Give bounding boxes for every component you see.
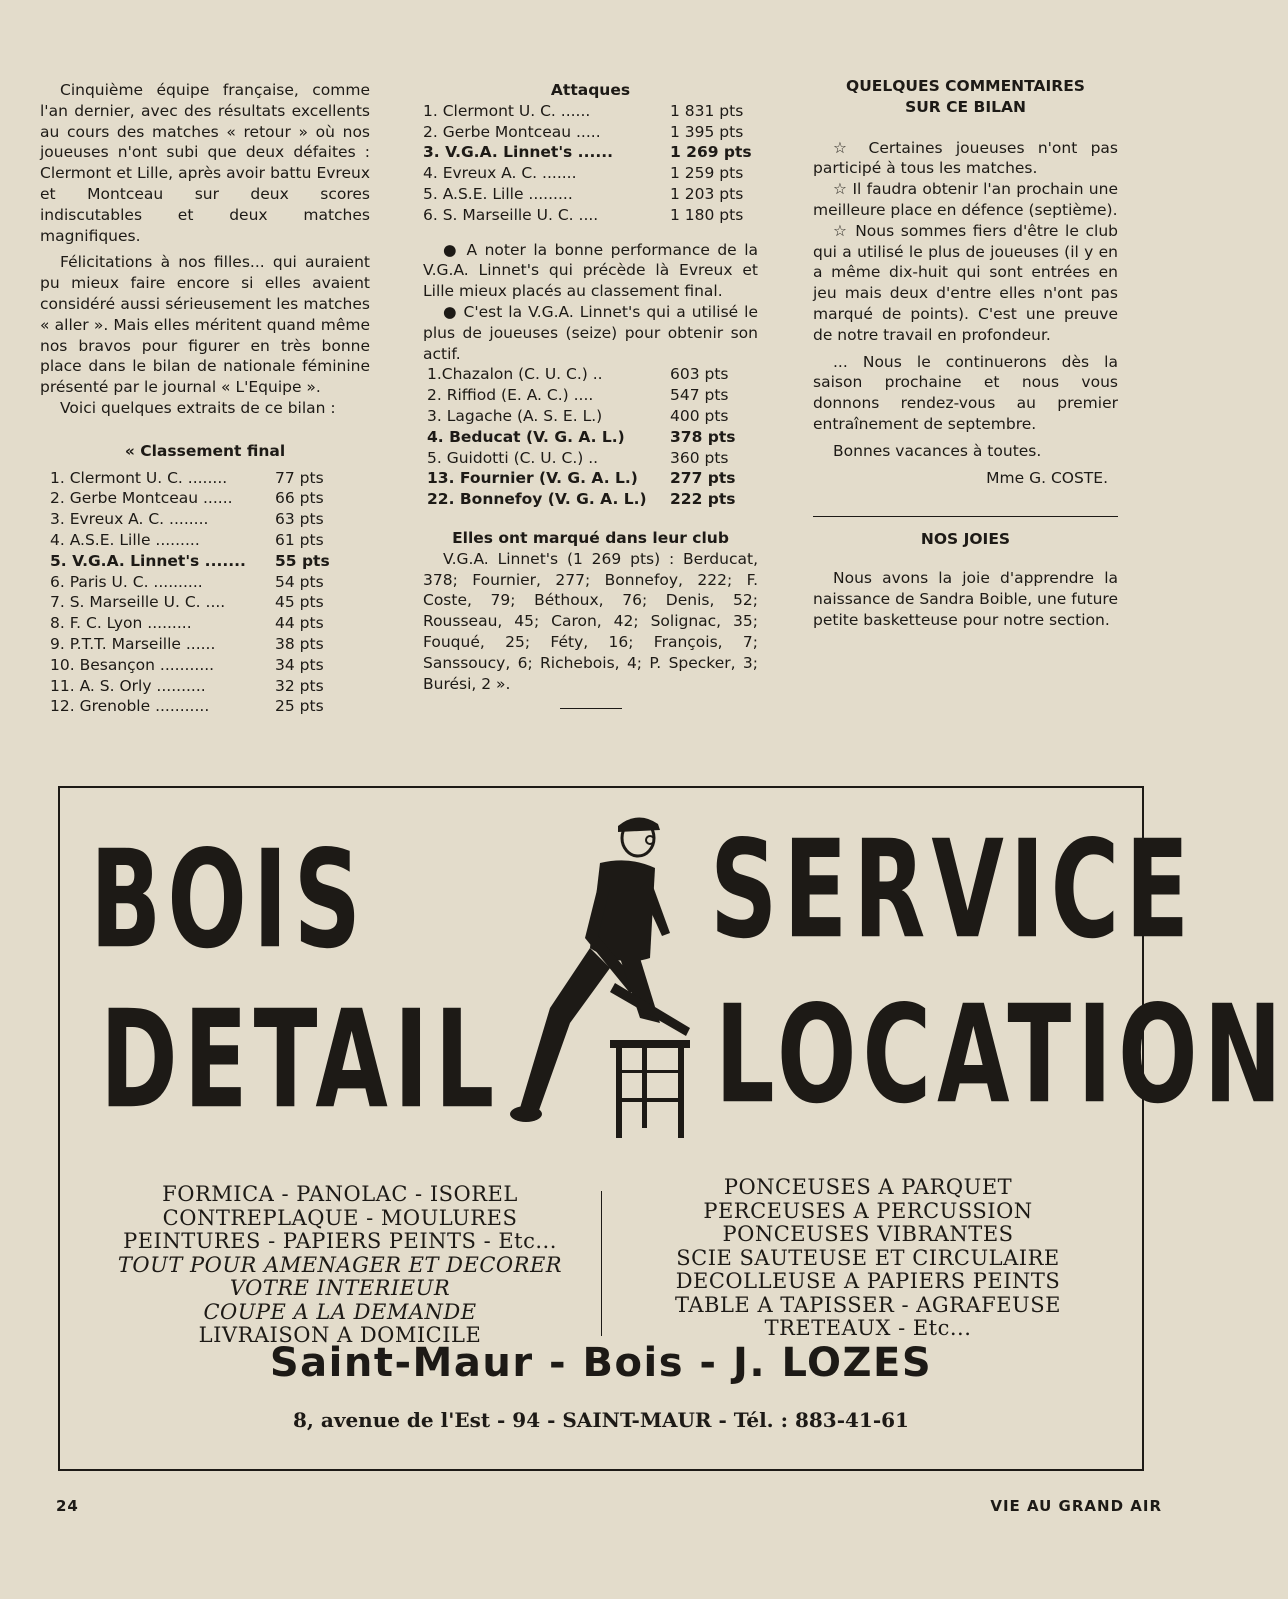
attaques-row [423, 122, 758, 143]
ad-product-line: LIVRAISON A DOMICILE [198, 1323, 482, 1347]
ad-product-line: PEINTURES - PAPIERS PEINTS - Etc... [123, 1229, 557, 1253]
comment-1: ☆ Certaines joueuses n'ont pas participé à tous les matches. [813, 138, 1118, 178]
classement-name: 5. V.G.A. Linnet's ....... [50, 551, 246, 570]
ad-rental-list [608, 1176, 1128, 1341]
classement-row [50, 676, 370, 697]
attaques-row [423, 142, 758, 163]
classement-row [50, 551, 370, 572]
carpenter-illustration [490, 808, 710, 1148]
congrats-paragraph: Félicitations à nos filles... qui auraient pu mieux faire encore si elles avaient considéré aussi sérieusement les matches « aller ». Mais elles méritent quand même nos bravos pour figurer en très bonne place dans le bilan de nationale féminine présenté par le journal « L'Equipe ». [40, 253, 370, 397]
note-joueuses: ● C'est la V.G.A. Linnet's qui a utilisé le plus de joueuses (seize) pour obtenir son actif. [423, 302, 758, 363]
ad-rental-line: PERCEUSES A PERCUSSION [703, 1198, 1033, 1223]
attaques-points: 1 831 pts [670, 101, 744, 120]
classement-row [50, 634, 370, 655]
joies-title: NOS JOIES [920, 530, 1011, 549]
commentaires-title-line2: SUR CE BILAN [905, 97, 1026, 116]
classement-name: 4. A.S.E. Lille ......... [50, 530, 200, 549]
classement-name: 10. Besançon ........... [50, 655, 215, 674]
joueuse-row [427, 364, 758, 385]
classement-points: 54 pts [275, 572, 324, 591]
ad-product-line: TOUT POUR AMENAGER ET DECORER [117, 1252, 563, 1277]
comment-5: Bonnes vacances à toutes. [833, 441, 1042, 460]
joueuse-row [427, 448, 758, 469]
classement-row [50, 530, 370, 551]
ad-product-line: FORMICA - PANOLAC - ISOREL [162, 1182, 518, 1206]
elles-title: Elles ont marqué dans leur club [452, 528, 729, 547]
joueuse-points: 547 pts [670, 386, 729, 405]
classement-row [50, 509, 370, 530]
signature: Mme G. COSTE. [986, 468, 1108, 487]
classement-row [50, 488, 370, 509]
joueuse-row [427, 489, 758, 510]
joueuses-table [423, 364, 758, 510]
attaques-row [423, 205, 758, 226]
classement-row [50, 655, 370, 676]
joueuse-points: 360 pts [670, 448, 729, 467]
ad-rental-line: PONCEUSES A PARQUET [723, 1175, 1013, 1199]
joueuse-name: 1.Chazalon (C. U. C.) .. [427, 365, 603, 384]
ad-products-list [80, 1183, 600, 1348]
attaques-table [423, 101, 758, 226]
classement-name: 12. Grenoble ........... [50, 697, 210, 716]
joueuse-name: 22. Bonnefoy (V. G. A. L.) [427, 490, 647, 509]
attaques-points: 1 395 pts [670, 122, 744, 141]
ad-rental-line: TABLE A TAPISSER - AGRAFEUSE [675, 1292, 1061, 1317]
magazine-name: VIE AU GRAND AIR [990, 1497, 1162, 1515]
commentaires-title [813, 76, 1118, 118]
separator-short [560, 708, 622, 709]
column-middle [423, 80, 758, 709]
attaques-points: 1 259 pts [670, 164, 744, 183]
joueuse-points: 378 pts [670, 427, 736, 446]
ad-word-location: LOCATION [715, 975, 1288, 1134]
joueuse-points: 603 pts [670, 365, 729, 384]
ad-product-line: CONTREPLAQUE - MOULURES [162, 1205, 518, 1230]
ad-rental-line: DECOLLEUSE A PAPIERS PEINTS [675, 1269, 1061, 1293]
joies-text: Nous avons la joie d'apprendre la naissance de Sandra Boible, une future petite basketteuse pour notre section. [813, 569, 1119, 629]
classement-points: 32 pts [275, 676, 324, 695]
classement-row [50, 468, 370, 489]
extracts-intro: Voici quelques extraits de ce bilan : [60, 398, 336, 417]
column-left [40, 80, 370, 717]
classement-name: 1. Clermont U. C. ........ [50, 468, 228, 487]
column-right [813, 76, 1118, 631]
attaques-name: 5. A.S.E. Lille ......... [423, 184, 573, 203]
page-number: 24 [56, 1497, 79, 1515]
classement-name: 9. P.T.T. Marseille ...... [50, 634, 216, 653]
classement-points: 45 pts [275, 593, 324, 612]
attaques-name: 2. Gerbe Montceau ..... [423, 122, 601, 141]
classement-points: 66 pts [275, 489, 324, 508]
classement-name: 6. Paris U. C. .......... [50, 572, 203, 591]
joueuse-points: 277 pts [670, 469, 736, 488]
attaques-points: 1 269 pts [670, 143, 752, 162]
attaques-points: 1 180 pts [670, 205, 744, 224]
classement-table [40, 468, 370, 718]
joueuse-name: 13. Fournier (V. G. A. L.) [427, 469, 638, 488]
ad-rental-line: TRETEAUX - Etc... [764, 1316, 972, 1340]
ad-word-bois: BOIS [90, 820, 367, 979]
ad-rental-line: SCIE SAUTEUSE ET CIRCULAIRE [676, 1245, 1060, 1270]
comment-3: ☆ Nous sommes fiers d'être le club qui a utilisé le plus de joueuses (il y en a même dix-huit qui sont entrées en jeu mais deux d'entre elles n'ont pas marqué de points). C'est une preuve de notre travail en profondeur. [813, 221, 1118, 344]
joueuse-points: 400 pts [670, 406, 729, 425]
classement-points: 44 pts [275, 614, 324, 633]
note-performance: ● A noter la bonne performance de la V.G.A. Linnet's qui précède là Evreux et Lille mieux placés au classement final. [423, 240, 758, 301]
classement-points: 63 pts [275, 510, 324, 529]
joueuse-row [427, 385, 758, 406]
classement-name: 2. Gerbe Montceau ...... [50, 489, 233, 508]
ad-address: 8, avenue de l'Est - 94 - SAINT-MAUR - Tél. : 883-41-61 [293, 1408, 909, 1432]
ad-rental-line: PONCEUSES VIBRANTES [722, 1222, 1014, 1246]
attaques-title: Attaques [550, 81, 631, 99]
comment-2: ☆ Il faudra obtenir l'an prochain une meilleure place en défence (septième). [813, 180, 1118, 219]
classement-name: 3. Evreux A. C. ........ [50, 510, 209, 529]
classement-name: 8. F. C. Lyon ......... [50, 614, 192, 633]
joueuse-points: 222 pts [670, 490, 736, 509]
joueuse-name: 3. Lagache (A. S. E. L.) [427, 406, 603, 425]
classement-points: 25 pts [275, 697, 324, 716]
joueuse-name: 5. Guidotti (C. U. C.) .. [427, 448, 599, 467]
ad-product-line: VOTRE INTERIEUR [229, 1276, 451, 1300]
joueuse-row [427, 406, 758, 427]
attaques-name: 4. Evreux A. C. ....... [423, 164, 577, 183]
comment-4: ... Nous le continuerons dès la saison prochaine et nous vous donnons rendez-vous au premier entraînement de septembre. [813, 352, 1118, 433]
ad-word-detail: DETAIL [100, 980, 501, 1139]
ad-product-line: COUPE A LA DEMANDE [203, 1299, 477, 1324]
classement-row [50, 592, 370, 613]
classement-name: 7. S. Marseille U. C. .... [50, 593, 226, 612]
ad-brand-name: Saint-Maur - Bois - J. LOZES [269, 1340, 933, 1386]
attaques-row [423, 101, 758, 122]
classement-points: 38 pts [275, 634, 324, 653]
attaques-name: 1. Clermont U. C. ...... [423, 101, 591, 120]
elles-text: V.G.A. Linnet's (1 269 pts) : Berducat, 378; Fournier, 277; Bonnefoy, 222; F. Coste, 79; Béthoux, 76; Denis, 52; Rousseau, 45; Caron, 42; Solignac, 35; Fouqué, 25; Féty, 16; François, 7; Sanssoucy, 6; Richebois, 4; P. Specker, 3; Burési, 2 ». [423, 549, 758, 693]
ad-word-service: SERVICE [710, 810, 1196, 969]
intro-paragraph: Cinquième équipe française, comme l'an dernier, avec des résultats excellents au cours des matches « retour » où nos joueuses n'ont subi que deux défaites : Clermont et Lille, après avoir battu Evreux et Montceau sur deux scores indiscutables et deux matches magnifiques. [40, 81, 370, 245]
classement-row [50, 696, 370, 717]
joueuse-row [427, 427, 758, 448]
attaques-points: 1 203 pts [670, 184, 744, 203]
advertisement-box [58, 786, 1288, 1471]
classement-points: 55 pts [275, 551, 330, 570]
classement-row [50, 572, 370, 593]
classement-points: 34 pts [275, 655, 324, 674]
classement-points: 61 pts [275, 530, 324, 549]
attaques-name: 6. S. Marseille U. C. .... [423, 205, 599, 224]
attaques-name: 3. V.G.A. Linnet's ...... [423, 143, 614, 162]
separator-line [813, 516, 1118, 517]
classement-name: 11. A. S. Orly .......... [50, 676, 206, 695]
commentaires-title-line1: QUELQUES COMMENTAIRES [846, 77, 1085, 95]
joueuse-name: 4. Beducat (V. G. A. L.) [427, 427, 625, 446]
attaques-row [423, 163, 758, 184]
joueuse-row [427, 468, 758, 489]
attaques-row [423, 184, 758, 205]
classement-row [50, 613, 370, 634]
classement-title: « Classement final [124, 441, 286, 460]
ad-divider [601, 1191, 602, 1336]
classement-points: 77 pts [275, 468, 324, 487]
joueuse-name: 2. Riffiod (E. A. C.) .... [427, 386, 594, 405]
